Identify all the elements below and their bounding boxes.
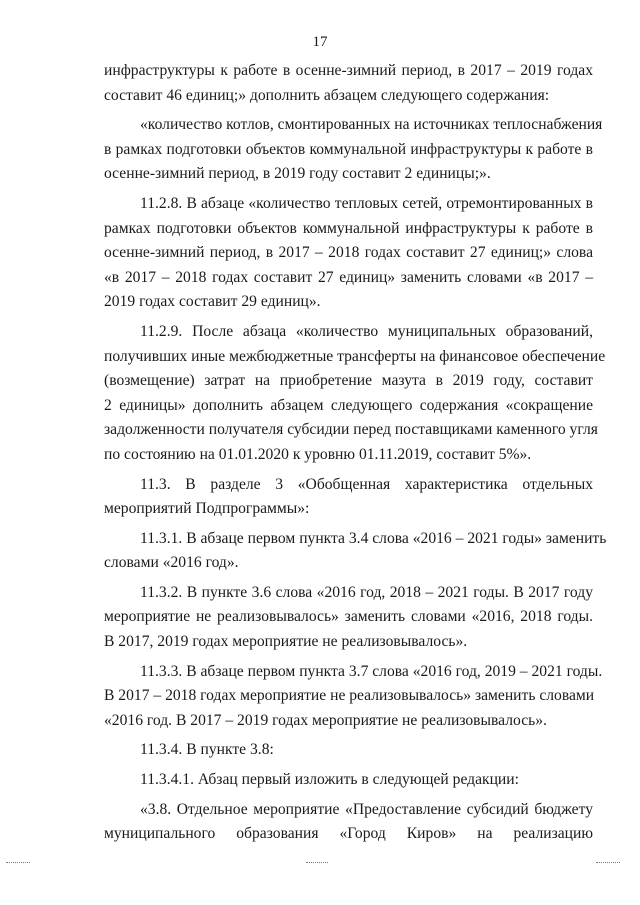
- paragraph: [104, 738, 593, 763]
- text-line: 2 единицы» дополнить абзацем следующего содержания «сокращение: [104, 396, 593, 414]
- paragraph: [104, 768, 593, 793]
- paragraph: [104, 320, 606, 468]
- text-line: 11.3.1. В абзаце первом пункта 3.4 слова «2016 – 2021 годы» заменить: [140, 529, 607, 547]
- paragraph: [104, 192, 593, 315]
- paragraph: [104, 473, 593, 522]
- paragraph: [104, 660, 603, 734]
- text-line: задолженности получателя субсидии перед поставщиками каменного угля: [104, 421, 598, 439]
- document-body: [104, 59, 607, 847]
- text-line: рамках подготовки объектов коммунальной инфраструктуры к работе в: [104, 219, 593, 237]
- paragraph: [104, 798, 593, 847]
- text-line: осенне-зимний период, в 2019 году составит 2 единицы;».: [104, 165, 491, 183]
- text-line: по состоянию на 01.01.2020 к уровню 01.11.2019, составит 5%».: [104, 445, 532, 463]
- text-line: составит 46 единиц;» дополнить абзацем следующего содержания:: [104, 86, 550, 104]
- text-line: 11.3.2. В пункте 3.6 слова «2016 год, 2018 – 2021 годы. В 2017 году: [140, 583, 593, 601]
- text-line: в рамках подготовки объектов коммунальной инфраструктуры к работе в: [104, 140, 593, 158]
- text-line: 2019 годах составит 29 единиц».: [104, 293, 321, 311]
- text-line: словами «2016 год».: [104, 554, 239, 572]
- text-line: муниципального образования «Город Киров» на реализацию: [104, 825, 593, 843]
- text-line: «количество котлов, смонтированных на источниках теплоснабжения: [140, 116, 603, 134]
- text-line: 11.3.4. В пункте 3.8:: [140, 741, 274, 759]
- text-line: 11.2.8. В абзаце «количество тепловых сетей, отремонтированных в: [140, 194, 593, 212]
- text-line: В 2017 – 2018 годах мероприятие не реализовывалось» заменить словами: [104, 687, 595, 705]
- page-number: 17: [312, 34, 328, 50]
- paragraph: [104, 581, 593, 655]
- text-line: 11.3.3. В абзаце первом пункта 3.7 слова «2016 год, 2019 – 2021 годы.: [140, 662, 603, 680]
- text-line: мероприятий Подпрограммы»:: [104, 500, 310, 518]
- text-line: (возмещение) затрат на приобретение мазута в 2019 году, составит: [104, 372, 593, 390]
- text-line: «3.8. Отдельное мероприятие «Предоставление субсидий бюджету: [140, 800, 593, 818]
- text-line: 11.2.9. После абзаца «количество муниципальных образований,: [140, 322, 593, 340]
- text-line: «в 2017 – 2018 годах составит 27 единиц» заменить словами «в 2017 –: [104, 268, 593, 286]
- text-line: получивших иные межбюджетные трансферты на финансовое обеспечение: [104, 347, 606, 365]
- scan-mark-right: [596, 862, 620, 864]
- text-line: 11.3. В разделе 3 «Обобщенная характеристика отдельных: [140, 475, 593, 493]
- text-line: В 2017, 2019 годах мероприятие не реализовывалось».: [104, 633, 468, 651]
- text-line: «2016 год. В 2017 – 2019 годах мероприятие не реализовывалось».: [104, 711, 547, 729]
- text-line: 11.3.4.1. Абзац первый изложить в следующей редакции:: [140, 771, 519, 789]
- paragraph: [104, 527, 607, 576]
- paragraph: [104, 59, 593, 108]
- scan-mark-center: [306, 862, 328, 864]
- scan-mark-left: [6, 862, 30, 864]
- text-line: мероприятие не реализовывалось» заменить словами «2016, 2018 годы.: [104, 608, 593, 626]
- text-line: осенне-зимний период, в 2017 – 2018 годах составит 27 единиц;» слова: [104, 244, 593, 262]
- text-line: инфраструктуры к работе в осенне-зимний период, в 2017 – 2019 годах: [104, 62, 593, 79]
- paragraph: [104, 113, 603, 187]
